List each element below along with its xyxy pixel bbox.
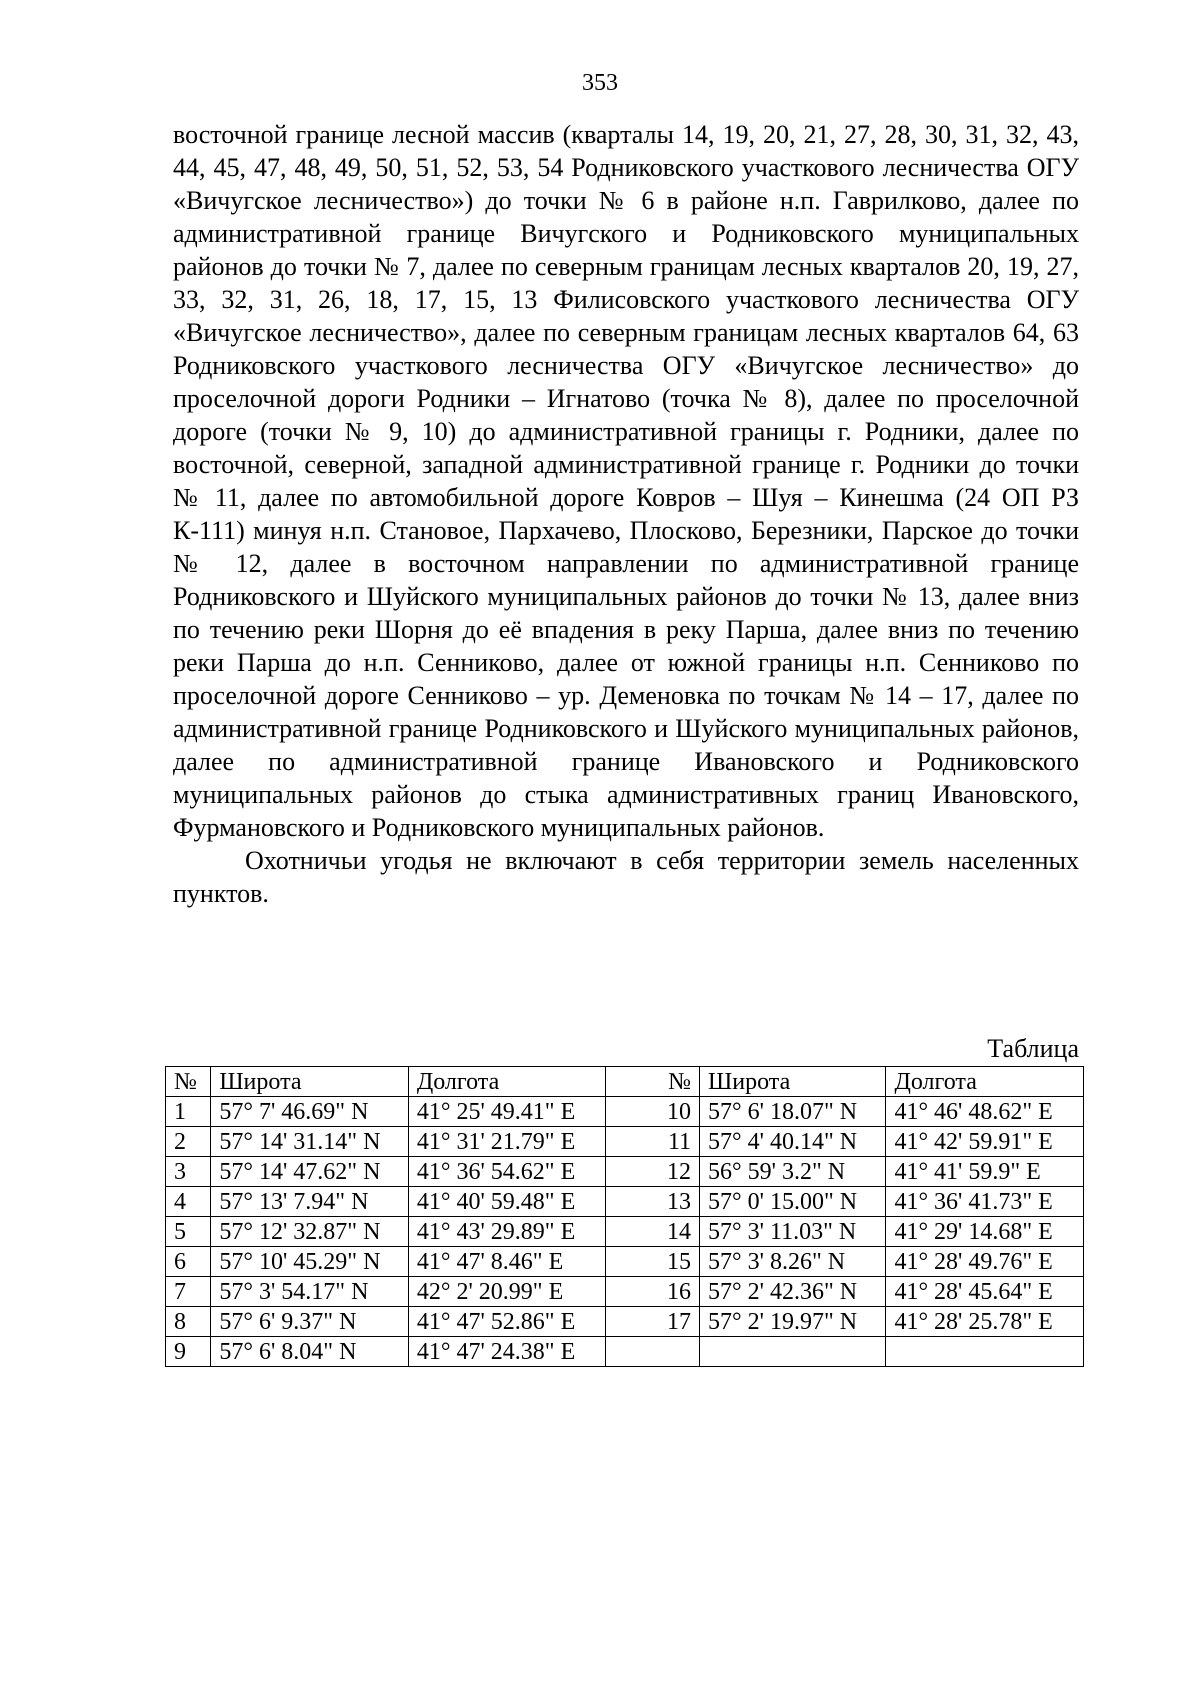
header-number-left: №	[166, 1067, 211, 1097]
header-longitude-right: Долгота	[886, 1067, 1084, 1097]
longitude-right-cell: 41° 42' 59.91" E	[886, 1127, 1084, 1157]
latitude-right-cell: 56° 59' 3.2" N	[700, 1157, 886, 1187]
table-row	[166, 1307, 1084, 1337]
point-number-left-cell: 3	[166, 1157, 211, 1187]
table-row	[166, 1187, 1084, 1217]
latitude-left-cell: 57° 12' 32.87" N	[211, 1217, 409, 1247]
longitude-right-cell: 41° 29' 14.68" E	[886, 1217, 1084, 1247]
latitude-left-cell: 57° 3' 54.17" N	[211, 1277, 409, 1307]
body-text	[173, 118, 1079, 910]
latitude-right-cell: 57° 3' 8.26" N	[700, 1247, 886, 1277]
point-number-right-cell	[606, 1337, 700, 1367]
latitude-left-cell: 57° 10' 45.29" N	[211, 1247, 409, 1277]
table-row	[166, 1157, 1084, 1187]
longitude-right-cell: 41° 28' 25.78" E	[886, 1307, 1084, 1337]
table-row	[166, 1097, 1084, 1127]
latitude-right-cell: 57° 2' 42.36" N	[700, 1277, 886, 1307]
point-number-right-cell: 16	[606, 1277, 700, 1307]
point-number-right-cell: 15	[606, 1247, 700, 1277]
longitude-right-cell: 41° 28' 45.64" E	[886, 1277, 1084, 1307]
point-number-left-cell: 4	[166, 1187, 211, 1217]
longitude-left-cell: 41° 43' 29.89" E	[408, 1217, 606, 1247]
latitude-right-cell: 57° 0' 15.00" N	[700, 1187, 886, 1217]
point-number-right-cell: 11	[606, 1127, 700, 1157]
coordinates-table	[165, 1066, 1084, 1367]
latitude-left-cell: 57° 13' 7.94" N	[211, 1187, 409, 1217]
header-latitude-right: Широта	[700, 1067, 886, 1097]
table-header-row	[166, 1067, 1084, 1097]
point-number-left-cell: 5	[166, 1217, 211, 1247]
table-caption: Таблица	[987, 1034, 1079, 1063]
paragraph-boundary-description: восточной границе лесной массив (кварталы 14, 19, 20, 21, 27, 28, 30, 31, 32, 43, 44, 45, 47, 48, 49, 50, 51, 52, 53, 54 Родниковского участкового лесничества ОГУ «Вичугское лесничество») до точки № 6 в районе н.п. Гаврилково, далее по административной границе Вичугского и Родниковского муниципальных районов до точки № 7, далее по северным границам лесных кварталов 20, 19, 27, 33, 32, 31, 26, 18, 17, 15, 13 Филисовского участкового лесничества ОГУ «Вичугское лесничество», далее по северным границам лесных кварталов 64, 63 Родниковского участкового лесничества ОГУ «Вичугское лесничество» до проселочной дороги Родники – Игнатово (точка № 8), далее по проселочной дороге (точки № 9, 10) до административной границы г. Родники, далее по восточной, северной, западной административной границе г. Родники до точки № 11, далее по автомобильной дороге Ковров – Шуя – Кинешма (24 ОП РЗ К-111) минуя н.п. Становое, Пархачево, Плосково, Березники, Парское до точки № 12, далее в восточном направлении по административной границе Родниковского и Шуйского муниципальных районов до точки № 13, далее вниз по течению реки Шорня до её впадения в реку Парша, далее вниз по течению реки Парша до н.п. Сенниково, далее от южной границы н.п. Сенниково по проселочной дороге Сенниково – ур. Деменовка по точкам № 14 – 17, далее по административной границе Родниковского и Шуйского муниципальных районов, далее по административной границе Ивановского и Родниковского муниципальных районов до стыка административных границ Ивановского, Фурмановского и Родниковского муниципальных районов.	[173, 120, 1079, 842]
latitude-left-cell: 57° 14' 31.14" N	[211, 1127, 409, 1157]
latitude-right-cell: 57° 6' 18.07" N	[700, 1097, 886, 1127]
latitude-left-cell: 57° 6' 8.04" N	[211, 1337, 409, 1367]
latitude-left-cell: 57° 6' 9.37" N	[211, 1307, 409, 1337]
paragraph-exclusion-note: Охотничьи угодья не включают в себя территории земель населенных пунктов.	[173, 846, 1079, 908]
longitude-right-cell: 41° 46' 48.62" E	[886, 1097, 1084, 1127]
longitude-right-cell: 41° 36' 41.73" E	[886, 1187, 1084, 1217]
longitude-left-cell: 41° 47' 24.38" E	[408, 1337, 606, 1367]
point-number-left-cell: 9	[166, 1337, 211, 1367]
page-number: 353	[582, 70, 618, 96]
longitude-right-cell: 41° 41' 59.9" E	[886, 1157, 1084, 1187]
point-number-left-cell: 7	[166, 1277, 211, 1307]
table-row	[166, 1217, 1084, 1247]
longitude-left-cell: 41° 31' 21.79" E	[408, 1127, 606, 1157]
point-number-right-cell: 12	[606, 1157, 700, 1187]
point-number-right-cell: 17	[606, 1307, 700, 1337]
table-row	[166, 1337, 1084, 1367]
table-row	[166, 1247, 1084, 1277]
point-number-left-cell: 8	[166, 1307, 211, 1337]
point-number-right-cell: 13	[606, 1187, 700, 1217]
latitude-right-cell	[700, 1337, 886, 1367]
longitude-left-cell: 41° 47' 8.46" E	[408, 1247, 606, 1277]
longitude-left-cell: 41° 40' 59.48" E	[408, 1187, 606, 1217]
longitude-left-cell: 41° 25' 49.41" E	[408, 1097, 606, 1127]
point-number-left-cell: 2	[166, 1127, 211, 1157]
point-number-left-cell: 1	[166, 1097, 211, 1127]
longitude-right-cell	[886, 1337, 1084, 1367]
longitude-left-cell: 41° 36' 54.62" E	[408, 1157, 606, 1187]
longitude-left-cell: 42° 2' 20.99" E	[408, 1277, 606, 1307]
header-longitude-left: Долгота	[408, 1067, 606, 1097]
table-row	[166, 1127, 1084, 1157]
longitude-right-cell: 41° 28' 49.76" E	[886, 1247, 1084, 1277]
latitude-left-cell: 57° 14' 47.62" N	[211, 1157, 409, 1187]
header-latitude-left: Широта	[211, 1067, 409, 1097]
latitude-right-cell: 57° 4' 40.14" N	[700, 1127, 886, 1157]
point-number-right-cell: 10	[606, 1097, 700, 1127]
longitude-left-cell: 41° 47' 52.86" E	[408, 1307, 606, 1337]
table-row	[166, 1277, 1084, 1307]
point-number-right-cell: 14	[606, 1217, 700, 1247]
latitude-right-cell: 57° 2' 19.97" N	[700, 1307, 886, 1337]
latitude-right-cell: 57° 3' 11.03" N	[700, 1217, 886, 1247]
point-number-left-cell: 6	[166, 1247, 211, 1277]
header-number-right: №	[606, 1067, 700, 1097]
latitude-left-cell: 57° 7' 46.69" N	[211, 1097, 409, 1127]
